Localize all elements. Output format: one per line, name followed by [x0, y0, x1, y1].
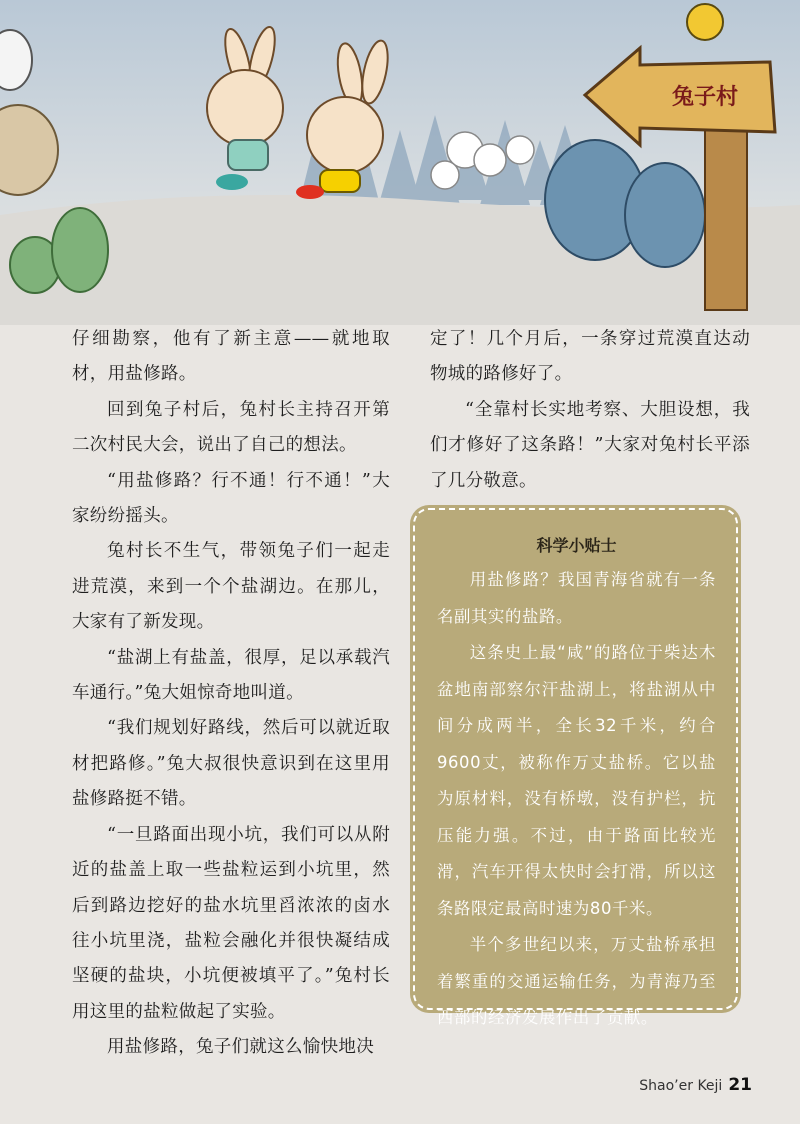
- illustration: [0, 0, 800, 325]
- tip-paragraph: 这条史上最“咸”的路位于柴达木盆地南部察尔汗盐湖上，将盐湖从中间分成两半，全长32千米，约合9600丈，被称作万丈盐桥。它以盐为原材料，没有桥墩，没有护栏，抗压能力强。不过，由于路面比较光滑，汽车开得太快时会打滑，所以这条路限定最高时速为80千米。: [437, 643, 716, 918]
- magazine-name: Shao’er Keji: [639, 1078, 723, 1094]
- paragraph: 定了！几个月后，一条穿过荒漠直达动物城的路修好了。: [430, 329, 750, 385]
- science-tip-box: [413, 508, 738, 1027]
- paragraph: 用盐修路，兔子们就这么愉快地决: [107, 1037, 374, 1058]
- sign-text: 兔子村: [672, 85, 739, 110]
- tip-body: [437, 562, 716, 1037]
- paragraph: 兔村长不生气，带领兔子们一起走进荒漠，来到一个个盐湖边。在那儿，大家有了新发现。: [72, 541, 390, 633]
- paragraph: 回到兔子村后，兔村长主持召开第二次村民大会，说出了自己的想法。: [72, 399, 390, 456]
- page-number: 21: [728, 1075, 752, 1095]
- tip-paragraph: 用盐修路？我国青海省就有一条名副其实的盐路。: [437, 570, 716, 626]
- story-right-column: [430, 322, 750, 499]
- paragraph: “一旦路面出现小坑，我们可以从附近的盐盖上取一些盐粒运到小坑里，然后到路边挖好的盐水坑里舀浓浓的卤水往小坑里浇，盐粒会融化并很快凝结成坚硬的盐块，小坑便被填平了。”兔村长用这里的盐粒做起了实验。: [72, 824, 390, 1022]
- paragraph: “我们规划好路线，然后可以就近取材把路修。”兔大叔很快意识到在这里用盐修路挺不错。: [72, 718, 390, 810]
- page-footer: [639, 1075, 752, 1095]
- tip-title: 科学小贴士: [536, 536, 617, 555]
- paragraph: “用盐修路？行不通！行不通！”大家纷纷摇头。: [72, 470, 390, 527]
- paragraph: “全靠村长实地考察、大胆设想，我们才修好了这条路！”大家对兔村长平添了几分敬意。: [430, 399, 750, 491]
- paragraph: “盐湖上有盐盖，很厚，足以承载汽车通行。”兔大姐惊奇地叫道。: [72, 647, 390, 704]
- story-left-column: [72, 322, 390, 1066]
- paragraph: 仔细勘察，他有了新主意——就地取材，用盐修路。: [72, 329, 390, 385]
- tip-paragraph: 半个多世纪以来，万丈盐桥承担着繁重的交通运输任务，为青海乃至西部的经济发展作出了贡献。: [437, 935, 716, 1027]
